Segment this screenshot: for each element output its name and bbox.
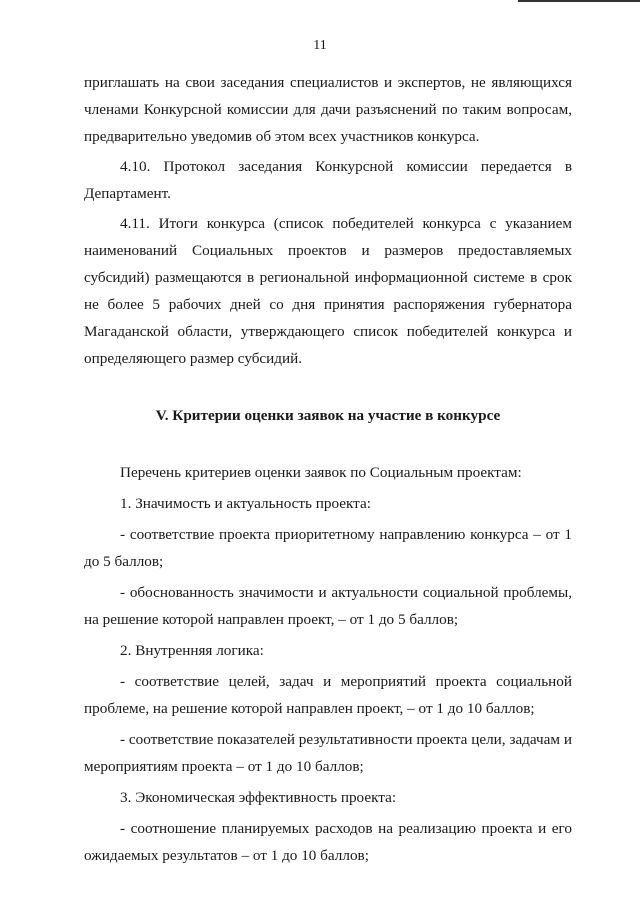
document-body — [84, 69, 572, 869]
paragraph-4-11: 4.11. Итоги конкурса (список победителей конкурса с указанием наименований Социальных проектов и размеров предоставляемых субсидий) размещаются в региональной информационной системе в срок не более 5 рабочих дней со дня принятия распоряжения губернатора Магаданской области, утверждающего список победителей конкурса и определяющего размер субсидий. — [84, 215, 572, 367]
criteria-group-title: 1. Значимость и актуальность проекта: — [120, 495, 371, 512]
page-number: 11 — [313, 38, 327, 53]
criteria-item: - соответствие показателей результативности проекта цели, задачам и мероприятиям проекта – от 1 до 10 баллов; — [84, 731, 572, 775]
section-heading: V. Критерии оценки заявок на участие в конкурсе — [155, 407, 501, 424]
criteria-item: - соотношение планируемых расходов на реализацию проекта и его ожидаемых результатов – от 1 до 10 баллов; — [84, 820, 572, 864]
criteria-group-title: 3. Экономическая эффективность проекта: — [120, 789, 397, 806]
paragraph-4-10: 4.10. Протокол заседания Конкурсной комиссии передается в Департамент. — [84, 158, 572, 202]
paragraph-continuation: приглашать на свои заседания специалистов и экспертов, не являющихся членами Конкурсной комиссии для дачи разъяснений по таким вопросам, предварительно уведомив об этом всех участников конкурса. — [84, 74, 572, 145]
scan-edge-mark — [518, 0, 640, 8]
criteria-group-title: 2. Внутренняя логика: — [120, 642, 264, 659]
criteria-intro: Перечень критериев оценки заявок по Социальным проектам: — [120, 464, 522, 481]
criteria-item: - соответствие проекта приоритетному направлению конкурса – от 1 до 5 баллов; — [84, 526, 572, 570]
criteria-item: - соответствие целей, задач и мероприятий проекта социальной проблеме, на решение которой направлен проект, – от 1 до 10 баллов; — [84, 673, 572, 717]
criteria-item: - обоснованность значимости и актуальности социальной проблемы, на решение которой направлен проект, – от 1 до 5 баллов; — [84, 584, 572, 628]
